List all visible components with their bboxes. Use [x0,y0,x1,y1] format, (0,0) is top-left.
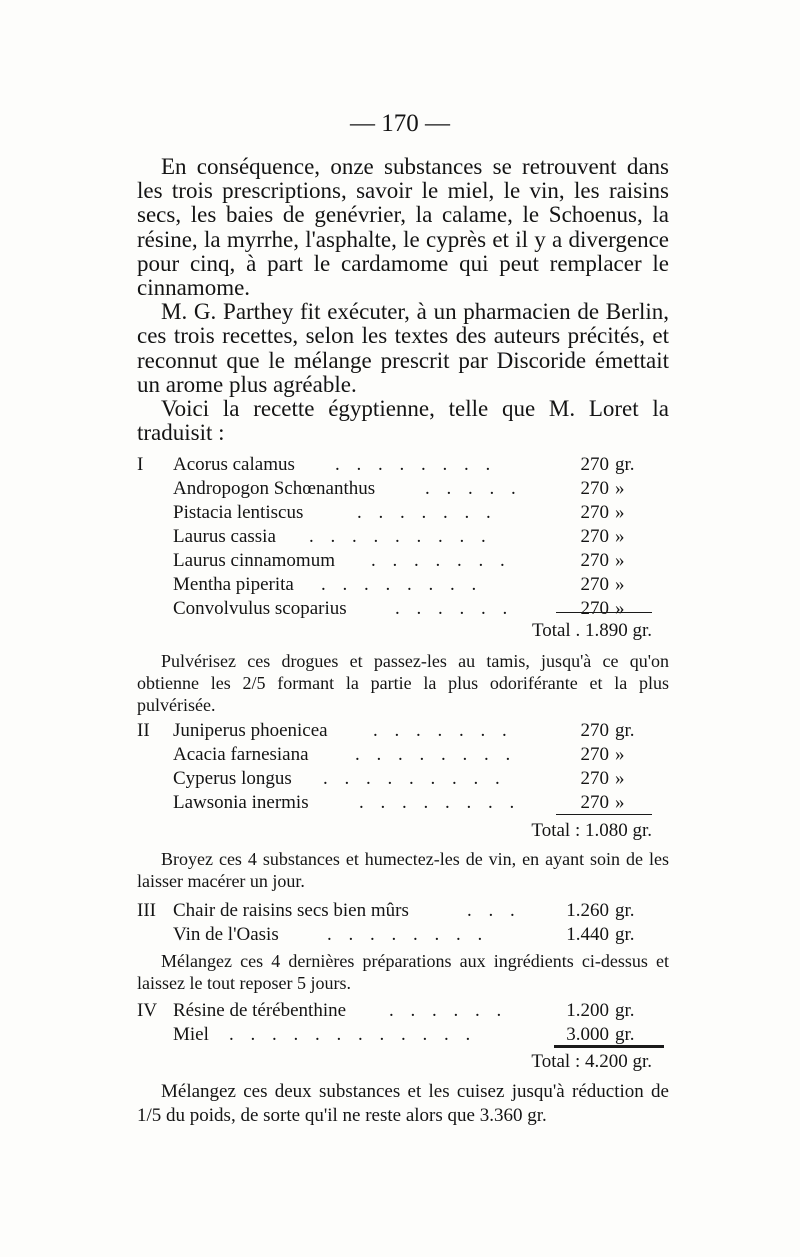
ingredient-name: Juniperus phoenicea [173,720,328,741]
ingredient-unit: gr. [615,900,635,921]
ingredient-unit: » [615,550,625,571]
ingredient-name: Miel [173,1024,209,1045]
ingredient-unit: » [615,744,625,765]
ingredient-unit: » [615,526,625,547]
ingredient-name: Convolvulus scoparius [173,598,347,619]
recipe-row [137,526,651,550]
recipe-row [137,768,651,792]
ingredient-name: Cyperus longus [173,768,292,789]
ingredient-unit: gr. [615,720,635,741]
leader-dots: . . . . . . . [373,720,513,741]
total-label: Total : 1.080 gr. [531,820,652,841]
leader-dots: . . . . . . . . [355,744,517,765]
total-label: Total : 4.200 gr. [531,1051,652,1072]
leader-dots: . . . . . . . . . [309,526,492,547]
ingredient-amount: 270 [580,720,609,741]
leader-dots: . . . . . . . . [335,454,497,475]
ingredient-name: Acorus calamus [173,454,295,475]
group-total [450,820,652,844]
group-total [420,1051,652,1075]
total-label: Total . 1.890 gr. [531,620,652,641]
group-numeral: II [137,720,150,741]
ingredient-unit: » [615,792,625,813]
ingredient-unit: gr. [615,924,635,945]
ingredient-amount: 270 [580,502,609,523]
recipe-row [137,900,651,924]
recipe-row [137,792,651,816]
leader-dots: . . . . . . . [357,502,497,523]
instruction-block [137,650,669,716]
recipe-row [137,720,651,744]
instruction-grind: Broyez ces 4 substances et humectez-les de vin, en ayant soin de les laisser macérer un jour. [137,849,669,891]
paragraph-parthey: M. G. Parthey fit exécuter, à un pharmacien de Berlin, ces trois recettes, selon les textes des auteurs précités, et reconnut que le mélange prescrit par Discoride émettait un arome plus agréable. [137,299,669,397]
ingredient-amount: 270 [580,478,609,499]
ingredient-amount: 270 [580,454,609,475]
ingredient-amount: 270 [580,768,609,789]
leader-dots: . . . . . . . . . . . . [229,1024,477,1045]
ingredient-unit: » [615,478,625,499]
ingredient-unit: gr. [615,454,635,475]
ingredient-amount: 270 [580,792,609,813]
ingredient-name: Acacia farnesiana [173,744,309,765]
page-number: — 170 — [350,110,450,137]
ingredient-amount: 270 [580,744,609,765]
ingredient-unit: gr. [615,1024,635,1045]
recipe-row [137,1000,651,1024]
ingredient-unit: » [615,598,625,619]
ingredient-name: Lawsonia inermis [173,792,309,813]
instruction-cook: Mélangez ces deux substances et les cuisez jusqu'à réduction de 1/5 du poids, de sorte qu'il ne reste alors que 3.360 gr. [137,1081,669,1126]
total-rule [556,814,652,815]
ingredient-amount: 270 [580,598,609,619]
instruction-mix: Mélangez ces 4 dernières préparations aux ingrédients ci-dessus et laissez le tout reposer 5 jours. [137,951,669,993]
ingredient-unit: » [615,768,625,789]
ingredient-unit: gr. [615,1000,635,1021]
ingredient-amount: 1.200 [566,1000,609,1021]
ingredient-amount: 1.440 [566,924,609,945]
ingredient-amount: 1.260 [566,900,609,921]
leader-dots: . . . [467,900,521,921]
recipe-row [137,598,651,622]
ingredient-unit: » [615,502,625,523]
ingredient-name: Laurus cassia [173,526,276,547]
ingredient-amount: 270 [580,526,609,547]
ingredient-name: Pistacia lentiscus [173,502,304,523]
recipe-row [137,924,651,948]
leader-dots: . . . . . . [395,598,514,619]
ingredient-name: Chair de raisins secs bien mûrs [173,900,409,921]
instruction-pulverize: Pulvérisez ces drogues et passez-les au tamis, jusqu'à ce qu'on obtienne les 2/5 formant la partie la plus odoriférante et la plus pulvérisée. [137,651,669,715]
leader-dots: . . . . . . [389,1000,508,1021]
paragraph-loret: Voici la recette égyptienne, telle que M. Loret la traduisit : [137,396,669,446]
recipe-row [137,744,651,768]
ingredient-amount: 270 [580,574,609,595]
group-numeral: IV [137,1000,158,1021]
ingredient-amount: 3.000 [566,1024,609,1045]
leader-dots: . . . . . . . [371,550,511,571]
ingredient-name: Mentha piperita [173,574,294,595]
instruction-block [137,1080,669,1128]
leader-dots: . . . . . [425,478,522,499]
total-rule [556,612,652,613]
recipe-row [137,550,651,574]
instruction-block [137,848,669,892]
leader-dots: . . . . . . . . [327,924,489,945]
leader-dots: . . . . . . . . . [323,768,506,789]
ingredient-name: Andropogon Schœnanthus [173,478,376,499]
recipe-row [137,574,651,598]
recipe-row [137,502,651,526]
body-text [137,155,669,445]
ingredient-name: Résine de térébenthine [173,1000,347,1021]
total-rule [554,1045,664,1048]
paragraph-consequence: En conséquence, onze substances se retrouvent dans les trois prescriptions, savoir le miel, le vin, les raisins secs, les baies de genévrier, la calame, le Schoenus, la résine, la myrrhe, l'asphalte, le cyprès et il y a divergence pour cinq, à part le cardamome qui peut remplacer le cinnamome. [137,154,669,301]
leader-dots: . . . . . . . . [321,574,483,595]
recipe-row [137,478,651,502]
recipe-row [137,454,651,478]
ingredient-name: Vin de l'Oasis [173,924,279,945]
ingredient-unit: » [615,574,625,595]
group-numeral: I [137,454,144,475]
ingredient-name: Laurus cinnamomum [173,550,335,571]
ingredient-amount: 270 [580,550,609,571]
leader-dots: . . . . . . . . [359,792,521,813]
group-total [450,620,652,644]
group-numeral: III [137,900,156,921]
instruction-block [137,950,669,994]
